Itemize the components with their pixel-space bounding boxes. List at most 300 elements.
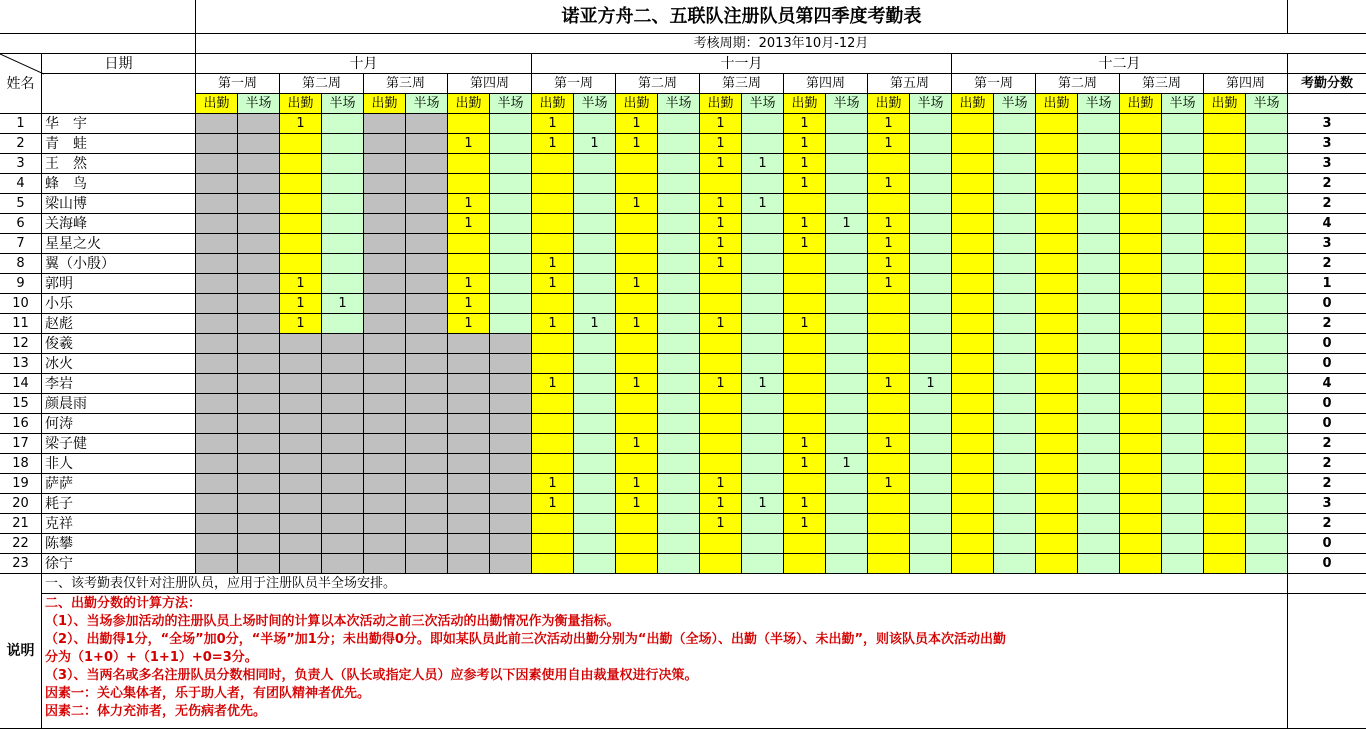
attendance-cell[interactable]: 1 [532, 254, 574, 274]
half-cell[interactable] [238, 294, 280, 314]
half-cell[interactable] [1078, 274, 1120, 294]
half-cell[interactable] [994, 454, 1036, 474]
half-cell[interactable] [1246, 414, 1288, 434]
attendance-cell[interactable] [1036, 394, 1078, 414]
attendance-cell[interactable] [280, 234, 322, 254]
attendance-cell[interactable] [868, 534, 910, 554]
half-cell[interactable] [574, 194, 616, 214]
attendance-cell[interactable] [448, 334, 490, 354]
attendance-cell[interactable] [700, 434, 742, 454]
attendance-cell[interactable] [364, 354, 406, 374]
attendance-cell[interactable] [1120, 274, 1162, 294]
attendance-cell[interactable] [1120, 134, 1162, 154]
half-cell[interactable]: 1 [742, 154, 784, 174]
half-cell[interactable] [658, 494, 700, 514]
attendance-cell[interactable] [364, 194, 406, 214]
half-cell[interactable] [1246, 494, 1288, 514]
half-cell[interactable] [406, 254, 448, 274]
attendance-cell[interactable] [280, 434, 322, 454]
attendance-cell[interactable] [196, 334, 238, 354]
attendance-cell[interactable]: 1 [784, 434, 826, 454]
attendance-cell[interactable] [1120, 234, 1162, 254]
attendance-cell[interactable]: 1 [784, 494, 826, 514]
attendance-cell[interactable] [952, 234, 994, 254]
half-cell[interactable] [322, 374, 364, 394]
half-cell[interactable] [1162, 374, 1204, 394]
half-cell[interactable] [658, 414, 700, 434]
half-cell[interactable] [490, 174, 532, 194]
half-cell[interactable] [910, 254, 952, 274]
attendance-cell[interactable] [532, 154, 574, 174]
attendance-cell[interactable] [1036, 374, 1078, 394]
attendance-cell[interactable] [952, 494, 994, 514]
attendance-cell[interactable]: 1 [616, 474, 658, 494]
attendance-cell[interactable] [448, 174, 490, 194]
attendance-cell[interactable] [868, 194, 910, 214]
member-name[interactable]: 翼（小殷） [42, 254, 196, 274]
half-cell[interactable] [994, 134, 1036, 154]
attendance-cell[interactable] [1120, 414, 1162, 434]
half-cell[interactable] [994, 314, 1036, 334]
half-cell[interactable] [574, 454, 616, 474]
attendance-cell[interactable] [700, 554, 742, 574]
half-cell[interactable] [238, 314, 280, 334]
attendance-cell[interactable] [1204, 254, 1246, 274]
half-cell[interactable] [1078, 354, 1120, 374]
member-name[interactable]: 非人 [42, 454, 196, 474]
attendance-cell[interactable] [1204, 394, 1246, 414]
half-cell[interactable] [910, 334, 952, 354]
half-cell[interactable] [1162, 534, 1204, 554]
half-cell[interactable] [406, 194, 448, 214]
attendance-cell[interactable] [1120, 114, 1162, 134]
half-cell[interactable] [994, 534, 1036, 554]
attendance-cell[interactable] [1036, 234, 1078, 254]
attendance-cell[interactable]: 1 [784, 114, 826, 134]
attendance-cell[interactable] [868, 554, 910, 574]
member-name[interactable]: 耗子 [42, 494, 196, 514]
attendance-cell[interactable] [364, 454, 406, 474]
half-cell[interactable] [826, 314, 868, 334]
half-cell[interactable] [238, 374, 280, 394]
attendance-cell[interactable] [868, 294, 910, 314]
attendance-cell[interactable] [448, 234, 490, 254]
attendance-cell[interactable] [616, 334, 658, 354]
member-name[interactable]: 梁子健 [42, 434, 196, 454]
attendance-cell[interactable] [448, 494, 490, 514]
half-cell[interactable] [322, 274, 364, 294]
half-cell[interactable] [658, 454, 700, 474]
attendance-cell[interactable]: 1 [700, 154, 742, 174]
attendance-cell[interactable] [196, 554, 238, 574]
half-cell[interactable] [406, 214, 448, 234]
half-cell[interactable] [1246, 534, 1288, 554]
attendance-cell[interactable] [1204, 494, 1246, 514]
attendance-cell[interactable] [1120, 334, 1162, 354]
attendance-cell[interactable]: 1 [784, 454, 826, 474]
attendance-cell[interactable] [952, 214, 994, 234]
half-cell[interactable] [910, 114, 952, 134]
half-cell[interactable] [910, 194, 952, 214]
attendance-cell[interactable] [364, 434, 406, 454]
half-cell[interactable] [826, 274, 868, 294]
half-cell[interactable] [406, 394, 448, 414]
attendance-cell[interactable]: 1 [616, 494, 658, 514]
half-cell[interactable] [658, 334, 700, 354]
attendance-cell[interactable]: 1 [448, 294, 490, 314]
attendance-cell[interactable] [280, 514, 322, 534]
half-cell[interactable] [574, 394, 616, 414]
member-name[interactable]: 青 蛙 [42, 134, 196, 154]
attendance-cell[interactable] [1036, 454, 1078, 474]
half-cell[interactable] [574, 254, 616, 274]
attendance-cell[interactable] [952, 194, 994, 214]
half-cell[interactable] [574, 234, 616, 254]
attendance-cell[interactable] [196, 474, 238, 494]
half-cell[interactable] [238, 114, 280, 134]
attendance-cell[interactable]: 1 [532, 474, 574, 494]
half-cell[interactable] [1162, 334, 1204, 354]
attendance-cell[interactable] [952, 474, 994, 494]
half-cell[interactable] [238, 534, 280, 554]
half-cell[interactable] [658, 374, 700, 394]
half-cell[interactable] [406, 234, 448, 254]
half-cell[interactable] [1078, 414, 1120, 434]
attendance-cell[interactable] [196, 134, 238, 154]
half-cell[interactable] [574, 174, 616, 194]
attendance-cell[interactable] [448, 434, 490, 454]
attendance-cell[interactable] [364, 314, 406, 334]
attendance-cell[interactable]: 1 [616, 194, 658, 214]
attendance-cell[interactable]: 1 [784, 234, 826, 254]
half-cell[interactable] [322, 214, 364, 234]
attendance-cell[interactable]: 1 [280, 274, 322, 294]
half-cell[interactable] [994, 494, 1036, 514]
member-name[interactable]: 关海峰 [42, 214, 196, 234]
attendance-cell[interactable]: 1 [700, 254, 742, 274]
half-cell[interactable] [1162, 234, 1204, 254]
half-cell[interactable] [322, 434, 364, 454]
member-name[interactable]: 星星之火 [42, 234, 196, 254]
half-cell[interactable] [1078, 494, 1120, 514]
half-cell[interactable] [238, 254, 280, 274]
member-name[interactable]: 萨萨 [42, 474, 196, 494]
half-cell[interactable] [994, 154, 1036, 174]
half-cell[interactable] [1246, 214, 1288, 234]
attendance-cell[interactable] [1204, 114, 1246, 134]
attendance-cell[interactable] [784, 334, 826, 354]
member-name[interactable]: 小乐 [42, 294, 196, 314]
half-cell[interactable] [994, 194, 1036, 214]
attendance-cell[interactable] [364, 534, 406, 554]
half-cell[interactable] [406, 314, 448, 334]
attendance-cell[interactable] [532, 534, 574, 554]
half-cell[interactable] [322, 554, 364, 574]
half-cell[interactable] [826, 294, 868, 314]
half-cell[interactable]: 1 [742, 374, 784, 394]
attendance-cell[interactable] [364, 214, 406, 234]
half-cell[interactable] [1162, 174, 1204, 194]
attendance-cell[interactable] [1036, 174, 1078, 194]
attendance-cell[interactable] [868, 514, 910, 534]
attendance-cell[interactable] [868, 334, 910, 354]
attendance-cell[interactable] [532, 214, 574, 234]
attendance-cell[interactable] [952, 154, 994, 174]
attendance-cell[interactable] [1036, 354, 1078, 374]
attendance-cell[interactable] [1036, 514, 1078, 534]
member-name[interactable]: 冰火 [42, 354, 196, 374]
attendance-cell[interactable] [1120, 454, 1162, 474]
member-name[interactable]: 华 宇 [42, 114, 196, 134]
half-cell[interactable] [1078, 314, 1120, 334]
attendance-cell[interactable] [448, 534, 490, 554]
half-cell[interactable] [1246, 394, 1288, 414]
half-cell[interactable] [490, 474, 532, 494]
half-cell[interactable] [406, 354, 448, 374]
half-cell[interactable] [1246, 314, 1288, 334]
half-cell[interactable] [1246, 274, 1288, 294]
half-cell[interactable] [1078, 514, 1120, 534]
attendance-cell[interactable] [784, 474, 826, 494]
half-cell[interactable] [910, 534, 952, 554]
half-cell[interactable] [406, 134, 448, 154]
attendance-cell[interactable] [700, 454, 742, 474]
half-cell[interactable] [322, 134, 364, 154]
attendance-cell[interactable] [700, 174, 742, 194]
half-cell[interactable] [910, 314, 952, 334]
attendance-cell[interactable] [448, 514, 490, 534]
attendance-cell[interactable] [196, 514, 238, 534]
attendance-cell[interactable] [1036, 274, 1078, 294]
half-cell[interactable] [826, 254, 868, 274]
attendance-cell[interactable] [952, 274, 994, 294]
attendance-cell[interactable] [1120, 494, 1162, 514]
attendance-cell[interactable] [532, 454, 574, 474]
attendance-cell[interactable] [196, 234, 238, 254]
attendance-cell[interactable] [1036, 554, 1078, 574]
attendance-cell[interactable] [196, 434, 238, 454]
attendance-cell[interactable]: 1 [784, 514, 826, 534]
half-cell[interactable] [826, 354, 868, 374]
attendance-cell[interactable] [868, 414, 910, 434]
half-cell[interactable] [238, 234, 280, 254]
half-cell[interactable] [490, 434, 532, 454]
half-cell[interactable] [574, 354, 616, 374]
attendance-cell[interactable] [616, 534, 658, 554]
half-cell[interactable] [826, 154, 868, 174]
half-cell[interactable] [574, 494, 616, 514]
attendance-cell[interactable] [700, 394, 742, 414]
attendance-cell[interactable]: 1 [280, 314, 322, 334]
attendance-cell[interactable]: 1 [868, 234, 910, 254]
half-cell[interactable] [910, 154, 952, 174]
attendance-cell[interactable] [196, 374, 238, 394]
attendance-cell[interactable] [196, 174, 238, 194]
attendance-cell[interactable] [280, 554, 322, 574]
half-cell[interactable] [1162, 414, 1204, 434]
half-cell[interactable] [1246, 554, 1288, 574]
attendance-cell[interactable] [1204, 314, 1246, 334]
attendance-cell[interactable] [784, 274, 826, 294]
attendance-cell[interactable] [1036, 334, 1078, 354]
attendance-cell[interactable] [1204, 154, 1246, 174]
attendance-cell[interactable] [1036, 494, 1078, 514]
attendance-cell[interactable] [280, 534, 322, 554]
member-name[interactable]: 颜晨雨 [42, 394, 196, 414]
half-cell[interactable] [742, 534, 784, 554]
attendance-cell[interactable]: 1 [532, 374, 574, 394]
attendance-cell[interactable] [616, 514, 658, 534]
half-cell[interactable] [994, 394, 1036, 414]
half-cell[interactable] [910, 134, 952, 154]
attendance-cell[interactable] [448, 374, 490, 394]
attendance-cell[interactable] [1120, 194, 1162, 214]
half-cell[interactable] [406, 294, 448, 314]
attendance-cell[interactable] [616, 394, 658, 414]
half-cell[interactable]: 1 [742, 494, 784, 514]
half-cell[interactable] [1078, 394, 1120, 414]
attendance-cell[interactable] [364, 254, 406, 274]
half-cell[interactable] [238, 434, 280, 454]
half-cell[interactable] [1246, 114, 1288, 134]
attendance-cell[interactable] [952, 114, 994, 134]
attendance-cell[interactable] [616, 414, 658, 434]
half-cell[interactable] [406, 414, 448, 434]
attendance-cell[interactable] [616, 254, 658, 274]
attendance-cell[interactable] [364, 294, 406, 314]
attendance-cell[interactable]: 1 [784, 134, 826, 154]
attendance-cell[interactable]: 1 [280, 114, 322, 134]
attendance-cell[interactable]: 1 [616, 374, 658, 394]
half-cell[interactable] [238, 154, 280, 174]
attendance-cell[interactable]: 1 [700, 134, 742, 154]
half-cell[interactable] [238, 474, 280, 494]
half-cell[interactable] [406, 334, 448, 354]
half-cell[interactable] [490, 294, 532, 314]
half-cell[interactable] [826, 334, 868, 354]
attendance-cell[interactable]: 1 [868, 434, 910, 454]
half-cell[interactable] [658, 154, 700, 174]
attendance-cell[interactable] [1036, 254, 1078, 274]
half-cell[interactable] [1078, 154, 1120, 174]
member-name[interactable]: 徐宁 [42, 554, 196, 574]
half-cell[interactable] [1162, 434, 1204, 454]
half-cell[interactable] [994, 294, 1036, 314]
half-cell[interactable] [1078, 254, 1120, 274]
half-cell[interactable] [742, 414, 784, 434]
attendance-cell[interactable] [196, 534, 238, 554]
attendance-cell[interactable]: 1 [868, 474, 910, 494]
attendance-cell[interactable] [616, 554, 658, 574]
attendance-cell[interactable] [196, 414, 238, 434]
half-cell[interactable] [826, 394, 868, 414]
attendance-cell[interactable]: 1 [868, 214, 910, 234]
half-cell[interactable] [490, 254, 532, 274]
attendance-cell[interactable] [700, 334, 742, 354]
attendance-cell[interactable] [1120, 174, 1162, 194]
member-name[interactable]: 陈攀 [42, 534, 196, 554]
attendance-cell[interactable] [952, 334, 994, 354]
attendance-cell[interactable]: 1 [448, 274, 490, 294]
half-cell[interactable] [406, 454, 448, 474]
attendance-cell[interactable] [1120, 474, 1162, 494]
half-cell[interactable]: 1 [742, 194, 784, 214]
attendance-cell[interactable] [1204, 454, 1246, 474]
attendance-cell[interactable]: 1 [868, 254, 910, 274]
half-cell[interactable] [322, 254, 364, 274]
half-cell[interactable] [1162, 454, 1204, 474]
half-cell[interactable] [826, 134, 868, 154]
half-cell[interactable] [1078, 534, 1120, 554]
half-cell[interactable] [238, 514, 280, 534]
half-cell[interactable] [574, 414, 616, 434]
half-cell[interactable] [490, 314, 532, 334]
half-cell[interactable] [826, 514, 868, 534]
attendance-cell[interactable] [1204, 334, 1246, 354]
attendance-cell[interactable] [1204, 294, 1246, 314]
member-name[interactable]: 蜂 鸟 [42, 174, 196, 194]
attendance-cell[interactable] [1036, 114, 1078, 134]
attendance-cell[interactable] [448, 454, 490, 474]
half-cell[interactable] [490, 274, 532, 294]
half-cell[interactable] [1078, 454, 1120, 474]
half-cell[interactable] [406, 374, 448, 394]
half-cell[interactable] [1078, 214, 1120, 234]
attendance-cell[interactable]: 1 [700, 474, 742, 494]
attendance-cell[interactable] [1036, 194, 1078, 214]
attendance-cell[interactable]: 1 [532, 274, 574, 294]
attendance-cell[interactable] [1036, 134, 1078, 154]
half-cell[interactable] [658, 534, 700, 554]
half-cell[interactable] [994, 474, 1036, 494]
attendance-cell[interactable] [196, 254, 238, 274]
half-cell[interactable] [490, 354, 532, 374]
half-cell[interactable] [658, 194, 700, 214]
half-cell[interactable] [1078, 434, 1120, 454]
half-cell[interactable] [1078, 174, 1120, 194]
half-cell[interactable] [1246, 234, 1288, 254]
attendance-cell[interactable] [364, 134, 406, 154]
attendance-cell[interactable] [196, 454, 238, 474]
half-cell[interactable] [322, 394, 364, 414]
half-cell[interactable] [1162, 134, 1204, 154]
attendance-cell[interactable]: 1 [784, 154, 826, 174]
attendance-cell[interactable] [1036, 154, 1078, 174]
attendance-cell[interactable] [532, 294, 574, 314]
half-cell[interactable] [1162, 254, 1204, 274]
half-cell[interactable] [490, 514, 532, 534]
half-cell[interactable] [1078, 334, 1120, 354]
attendance-cell[interactable] [616, 454, 658, 474]
attendance-cell[interactable] [532, 554, 574, 574]
attendance-cell[interactable] [364, 334, 406, 354]
half-cell[interactable] [1078, 234, 1120, 254]
attendance-cell[interactable] [1036, 414, 1078, 434]
attendance-cell[interactable] [784, 554, 826, 574]
half-cell[interactable] [910, 434, 952, 454]
half-cell[interactable] [826, 374, 868, 394]
half-cell[interactable] [742, 274, 784, 294]
half-cell[interactable] [1162, 114, 1204, 134]
half-cell[interactable] [910, 274, 952, 294]
attendance-cell[interactable] [1036, 314, 1078, 334]
attendance-cell[interactable] [1120, 294, 1162, 314]
attendance-cell[interactable] [952, 314, 994, 334]
half-cell[interactable] [658, 254, 700, 274]
attendance-cell[interactable] [700, 534, 742, 554]
attendance-cell[interactable] [448, 154, 490, 174]
half-cell[interactable] [742, 434, 784, 454]
